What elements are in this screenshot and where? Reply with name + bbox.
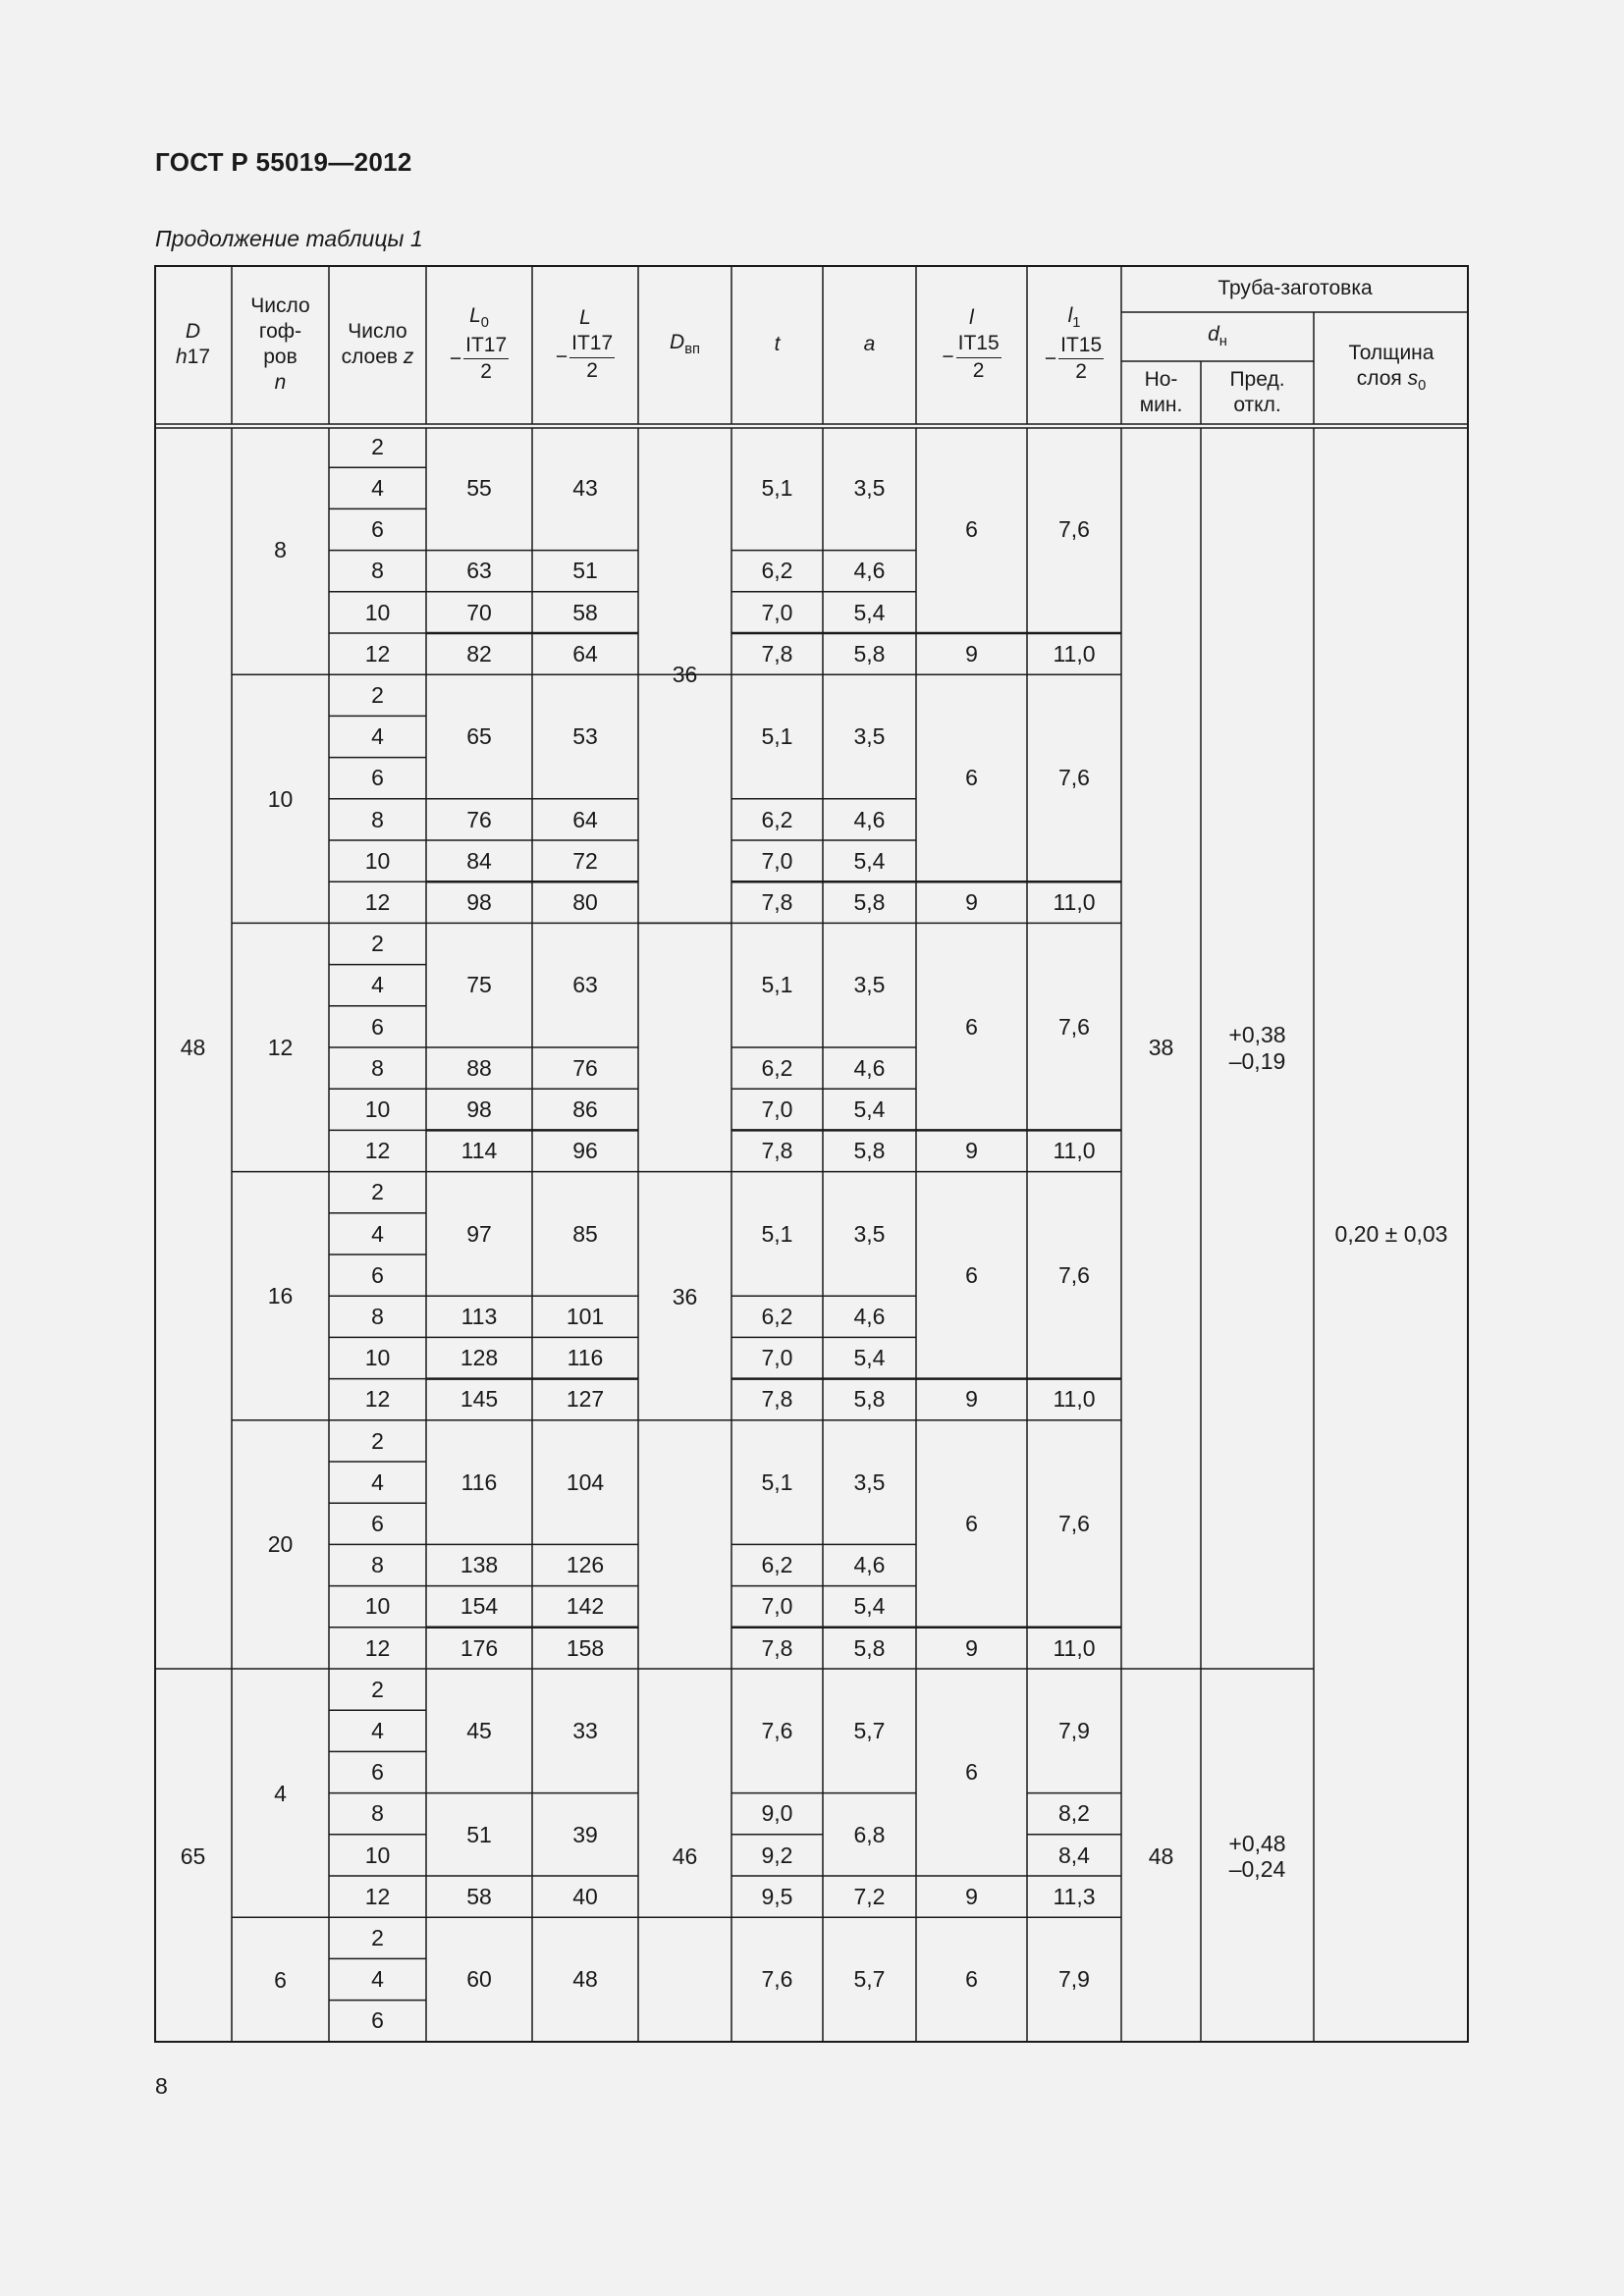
- cell-l: 116: [567, 1345, 604, 1371]
- cell-corrugation-count: 10: [267, 785, 294, 812]
- cell-s0: 0,20 ± 0,03: [1334, 1221, 1448, 1248]
- cell-l: 72: [572, 847, 598, 874]
- cell-a: 5,7: [853, 1718, 886, 1744]
- cell-l0: 88: [466, 1054, 492, 1081]
- header-sl-den: 2: [972, 358, 985, 382]
- cell-D-48: 48: [180, 1035, 206, 1061]
- cell-l1: 7,6: [1058, 516, 1090, 543]
- cell-l: 64: [572, 640, 598, 667]
- header-l-num: IT17: [569, 331, 615, 357]
- cell-a: 7,2: [853, 1883, 886, 1909]
- cell-layer-count: 12: [364, 640, 391, 667]
- cell-layer-count: 6: [371, 1759, 384, 1786]
- header-thick-sub: 0: [1418, 378, 1427, 395]
- cell-t: 7,6: [761, 1966, 793, 1993]
- cell-layer-count: 10: [364, 1096, 391, 1123]
- cell-layer-count: 10: [364, 1842, 391, 1868]
- header-l: [532, 265, 638, 424]
- header-nom-line2: мин.: [1139, 394, 1183, 416]
- cell-pred65-plus: +0,48: [1228, 1830, 1286, 1856]
- header-tube-blank: Труба-заготовка: [1218, 276, 1373, 299]
- cell-l: 101: [566, 1304, 605, 1330]
- cell-layer-count: 4: [371, 1718, 384, 1744]
- cell-layer-count: 10: [364, 599, 391, 625]
- cell-layer-count: 6: [371, 1013, 384, 1040]
- cell-dvp-36-a: 36: [672, 662, 698, 688]
- cell-l: 85: [572, 1220, 598, 1247]
- header-z-line2: слоев: [341, 346, 399, 368]
- header-pred-line2: откл.: [1233, 394, 1281, 416]
- cell-l1: 11,0: [1053, 1386, 1096, 1413]
- header-l1-minus: −: [1044, 347, 1057, 370]
- cell-l: 80: [572, 889, 598, 916]
- header-l0-den: 2: [480, 360, 492, 384]
- cell-t: 7,8: [761, 640, 793, 667]
- cell-l0: 58: [466, 1883, 492, 1909]
- header-l-minus: −: [555, 346, 568, 368]
- cell-l: 53: [572, 723, 598, 750]
- document-title: ГОСТ Р 55019—2012: [155, 147, 412, 177]
- header-thick-line2: слоя: [1356, 367, 1402, 391]
- cell-layer-count: 2: [371, 1676, 384, 1702]
- header-corrugation-count: [232, 265, 329, 424]
- header-l1: [1027, 265, 1121, 424]
- cell-t: 6,2: [761, 1054, 793, 1081]
- cell-layer-count: 6: [371, 765, 384, 791]
- cell-l1: 7,6: [1058, 765, 1090, 791]
- table-caption: Продолжение таблицы 1: [155, 226, 423, 251]
- cell-l1: 7,6: [1058, 1261, 1090, 1288]
- header-dvp: [638, 265, 731, 424]
- header-layer-thickness: [1314, 312, 1469, 424]
- cell-a: 4,6: [853, 1054, 886, 1081]
- cell-a: 5,8: [853, 1386, 886, 1413]
- cell-layer-count: 12: [364, 1883, 391, 1909]
- header-n-symbol: n: [274, 371, 287, 395]
- cell-layer-count: 8: [371, 1304, 384, 1330]
- header-d-h17: D h17: [175, 319, 211, 368]
- cell-n-4: 4: [274, 1781, 287, 1807]
- header-small-l: [916, 265, 1027, 424]
- cell-layer-count: 4: [371, 1966, 384, 1993]
- cell-l0: 98: [466, 889, 492, 916]
- cell-small-l: 6: [965, 516, 978, 543]
- cell-l: 64: [572, 806, 598, 832]
- cell-a: 3,5: [853, 723, 886, 750]
- cell-dvp-46: 46: [672, 1842, 698, 1869]
- cell-layer-count: 12: [364, 1386, 391, 1413]
- cell-a: 4,6: [853, 806, 886, 832]
- cell-t: 9,5: [761, 1883, 793, 1909]
- cell-small-l: 6: [965, 1013, 978, 1040]
- cell-layer-count: 10: [364, 847, 391, 874]
- cell-l: 63: [572, 972, 598, 998]
- cell-small-l: 9: [965, 1883, 978, 1909]
- cell-l: 86: [572, 1096, 598, 1123]
- cell-t: 6,2: [761, 806, 793, 832]
- cell-layer-count: 2: [371, 433, 384, 459]
- cell-a: 3,5: [853, 1220, 886, 1247]
- cell-corrugation-count: 8: [274, 537, 287, 563]
- header-t: t: [774, 332, 781, 355]
- cell-l: 76: [572, 1054, 598, 1081]
- header-z-symbol: z: [403, 346, 414, 368]
- cell-layer-count: 8: [371, 806, 384, 832]
- cell-l: 40: [572, 1883, 598, 1909]
- header-l-den: 2: [586, 358, 598, 382]
- cell-l: 158: [566, 1634, 605, 1661]
- cell-layer-count: 12: [364, 1138, 391, 1164]
- cell-l0: 98: [466, 1096, 492, 1123]
- cell-dvp-36-b: 36: [672, 1283, 698, 1309]
- cell-small-l: 9: [965, 640, 978, 667]
- cell-l0: 82: [466, 640, 492, 667]
- cell-a: 6,8: [853, 1821, 886, 1847]
- cell-t: 6,2: [761, 1552, 793, 1578]
- cell-a: 5,8: [853, 640, 886, 667]
- cell-small-l: 6: [965, 1511, 978, 1537]
- cell-l0: 84: [466, 847, 492, 874]
- cell-corrugation-count: 20: [267, 1531, 294, 1558]
- cell-small-l: 6: [965, 1759, 978, 1786]
- header-l1-num: IT15: [1058, 333, 1104, 359]
- cell-a: 4,6: [853, 1304, 886, 1330]
- cell-t: 9,0: [761, 1800, 793, 1827]
- cell-l1: 11,3: [1053, 1883, 1096, 1909]
- cell-a: 5,8: [853, 1634, 886, 1661]
- cell-l1: 7,6: [1058, 1511, 1090, 1537]
- cell-layer-count: 2: [371, 931, 384, 957]
- cell-l0: 51: [466, 1821, 492, 1847]
- cell-a: 5,4: [853, 599, 886, 625]
- cell-l0: 97: [466, 1220, 492, 1247]
- cell-l: 96: [572, 1138, 598, 1164]
- cell-t: 7,0: [761, 1593, 793, 1620]
- cell-pred-48: [1201, 426, 1314, 1670]
- cell-a: 5,8: [853, 889, 886, 916]
- cell-a: 5,8: [853, 1138, 886, 1164]
- cell-l0: 65: [466, 723, 492, 750]
- cell-l1: 7,9: [1058, 1718, 1090, 1744]
- cell-layer-count: 6: [371, 516, 384, 543]
- cell-layer-count: 10: [364, 1593, 391, 1620]
- header-l0-minus: −: [449, 347, 462, 370]
- cell-small-l: 6: [965, 1966, 978, 1993]
- header-n-line1: Число: [250, 294, 310, 317]
- cell-l0: 75: [466, 972, 492, 998]
- cell-layer-count: 12: [364, 1634, 391, 1661]
- cell-l1: 7,9: [1058, 1966, 1090, 1993]
- cell-layer-count: 4: [371, 1468, 384, 1495]
- cell-l0: 63: [466, 558, 492, 584]
- cell-a: 5,7: [853, 1966, 886, 1993]
- cell-layer-count: 4: [371, 1220, 384, 1247]
- cell-l1: 11,0: [1053, 889, 1096, 916]
- cell-layer-count: 8: [371, 1800, 384, 1827]
- cell-layer-count: 2: [371, 1427, 384, 1454]
- cell-t: 5,1: [761, 1468, 793, 1495]
- cell-l: 58: [572, 599, 598, 625]
- cell-l: 127: [566, 1386, 605, 1413]
- cell-a: 3,5: [853, 972, 886, 998]
- cell-a: 3,5: [853, 475, 886, 502]
- cell-t: 7,8: [761, 1386, 793, 1413]
- cell-l: 48: [572, 1966, 598, 1993]
- cell-a: 5,4: [853, 1345, 886, 1371]
- header-thick-symbol: s: [1407, 367, 1419, 391]
- header-nominal: [1121, 361, 1201, 424]
- cell-dn-38: 38: [1148, 1035, 1174, 1061]
- header-deviation: [1201, 361, 1314, 424]
- cell-l: 43: [572, 475, 598, 502]
- cell-a: 5,4: [853, 1096, 886, 1123]
- header-sl-minus: −: [942, 346, 954, 368]
- cell-l1: 11,0: [1053, 1138, 1096, 1164]
- cell-l: 142: [566, 1593, 605, 1620]
- header-l0: [426, 265, 532, 424]
- header-dn-symbol: d: [1208, 323, 1219, 347]
- header-nom-line1: Но-: [1144, 367, 1178, 391]
- cell-l0: 60: [466, 1966, 492, 1993]
- cell-a: 5,4: [853, 1593, 886, 1620]
- cell-corrugation-count: 16: [267, 1282, 294, 1308]
- cell-t: 7,0: [761, 599, 793, 625]
- cell-layer-count: 2: [371, 1179, 384, 1205]
- header-sl-symbol: l: [969, 306, 974, 330]
- cell-D-65: 65: [180, 1842, 206, 1869]
- cell-a: 4,6: [853, 558, 886, 584]
- header-l1-den: 2: [1075, 360, 1087, 384]
- header-dn-sub: н: [1218, 334, 1227, 350]
- cell-a: 4,6: [853, 1552, 886, 1578]
- header-n-line2: гоф-: [258, 319, 302, 343]
- cell-l0: 114: [460, 1138, 498, 1164]
- cell-small-l: 9: [965, 889, 978, 916]
- cell-t: 5,1: [761, 475, 793, 502]
- cell-t: 5,1: [761, 1220, 793, 1247]
- cell-l0: 45: [466, 1718, 492, 1744]
- cell-t: 5,1: [761, 723, 793, 750]
- cell-layer-count: 6: [371, 2007, 384, 2034]
- cell-n-6: 6: [274, 1967, 287, 1994]
- cell-l: 104: [566, 1468, 605, 1495]
- header-dvp-symbol: D: [670, 331, 685, 354]
- header-l0-symbol: L: [469, 304, 481, 328]
- cell-l0: 55: [466, 475, 492, 502]
- cell-l: 126: [566, 1552, 605, 1578]
- cell-layer-count: 12: [364, 889, 391, 916]
- cell-l1: 8,2: [1058, 1800, 1090, 1827]
- cell-l0: 154: [460, 1593, 499, 1620]
- cell-l1: 11,0: [1053, 1634, 1096, 1661]
- cell-layer-count: 4: [371, 972, 384, 998]
- header-h17: 17: [187, 346, 211, 368]
- cell-corrugation-count: 12: [267, 1034, 294, 1060]
- header-layer-count: [329, 265, 426, 424]
- header-dvp-sub: вп: [684, 342, 700, 358]
- cell-t: 7,0: [761, 847, 793, 874]
- cell-layer-count: 2: [371, 1925, 384, 1951]
- cell-t: 5,1: [761, 972, 793, 998]
- cell-l1: 11,0: [1053, 640, 1096, 667]
- header-sl-num: IT15: [956, 331, 1001, 357]
- cell-layer-count: 6: [371, 1511, 384, 1537]
- cell-t: 6,2: [761, 1304, 793, 1330]
- cell-layer-count: 4: [371, 475, 384, 502]
- cell-pred65-minus: –0,24: [1228, 1856, 1286, 1882]
- cell-l0: 76: [466, 806, 492, 832]
- cell-small-l: 6: [965, 1261, 978, 1288]
- cell-t: 7,0: [761, 1096, 793, 1123]
- cell-layer-count: 2: [371, 682, 384, 709]
- cell-t: 7,6: [761, 1718, 793, 1744]
- header-l1-symbol: l: [1067, 304, 1073, 328]
- cell-a: 3,5: [853, 1468, 886, 1495]
- cell-layer-count: 8: [371, 1552, 384, 1578]
- cell-l: 51: [572, 558, 598, 584]
- cell-pred-minus: –0,19: [1228, 1047, 1286, 1074]
- header-l0-num: IT17: [463, 333, 509, 359]
- cell-small-l: 9: [965, 1634, 978, 1661]
- cell-t: 7,0: [761, 1345, 793, 1371]
- cell-t: 6,2: [761, 558, 793, 584]
- cell-l1: 7,6: [1058, 1013, 1090, 1040]
- cell-a: 5,4: [853, 847, 886, 874]
- cell-pred-65: [1201, 1670, 1314, 2043]
- cell-layer-count: 8: [371, 1054, 384, 1081]
- cell-l0: 138: [460, 1552, 499, 1578]
- cell-t: 7,8: [761, 1634, 793, 1661]
- cell-l: 33: [572, 1718, 598, 1744]
- cell-l0: 176: [460, 1634, 499, 1661]
- cell-t: 7,8: [761, 889, 793, 916]
- header-l1-sub: 1: [1072, 315, 1081, 332]
- cell-l0: 145: [460, 1386, 499, 1413]
- cell-pred-plus: +0,38: [1228, 1022, 1286, 1048]
- cell-l0: 113: [460, 1304, 498, 1330]
- header-pred-line1: Пред.: [1229, 367, 1285, 391]
- cell-small-l: 9: [965, 1138, 978, 1164]
- cell-small-l: 9: [965, 1386, 978, 1413]
- cell-l: 39: [572, 1821, 598, 1847]
- header-d-symbol: D: [185, 319, 201, 343]
- cell-layer-count: 4: [371, 723, 384, 750]
- header-z-line1: Число: [348, 319, 407, 343]
- cell-dn-48: 48: [1148, 1842, 1174, 1869]
- cell-layer-count: 6: [371, 1261, 384, 1288]
- page-number: 8: [155, 2073, 168, 2099]
- header-dn: [1121, 312, 1314, 361]
- header-n-line3: ров: [263, 346, 298, 368]
- cell-layer-count: 8: [371, 558, 384, 584]
- header-l0-sub: 0: [480, 315, 489, 332]
- header-l-symbol: L: [579, 306, 591, 330]
- cell-layer-count: 10: [364, 1345, 391, 1371]
- header-a: a: [863, 332, 876, 355]
- cell-l0: 70: [466, 599, 492, 625]
- cell-small-l: 6: [965, 765, 978, 791]
- cell-t: 7,8: [761, 1138, 793, 1164]
- cell-l0: 128: [460, 1345, 499, 1371]
- cell-l1: 8,4: [1058, 1842, 1090, 1868]
- cell-t: 9,2: [761, 1842, 793, 1868]
- cell-l0: 116: [460, 1468, 498, 1495]
- header-thick-line1: Толщина: [1348, 342, 1435, 365]
